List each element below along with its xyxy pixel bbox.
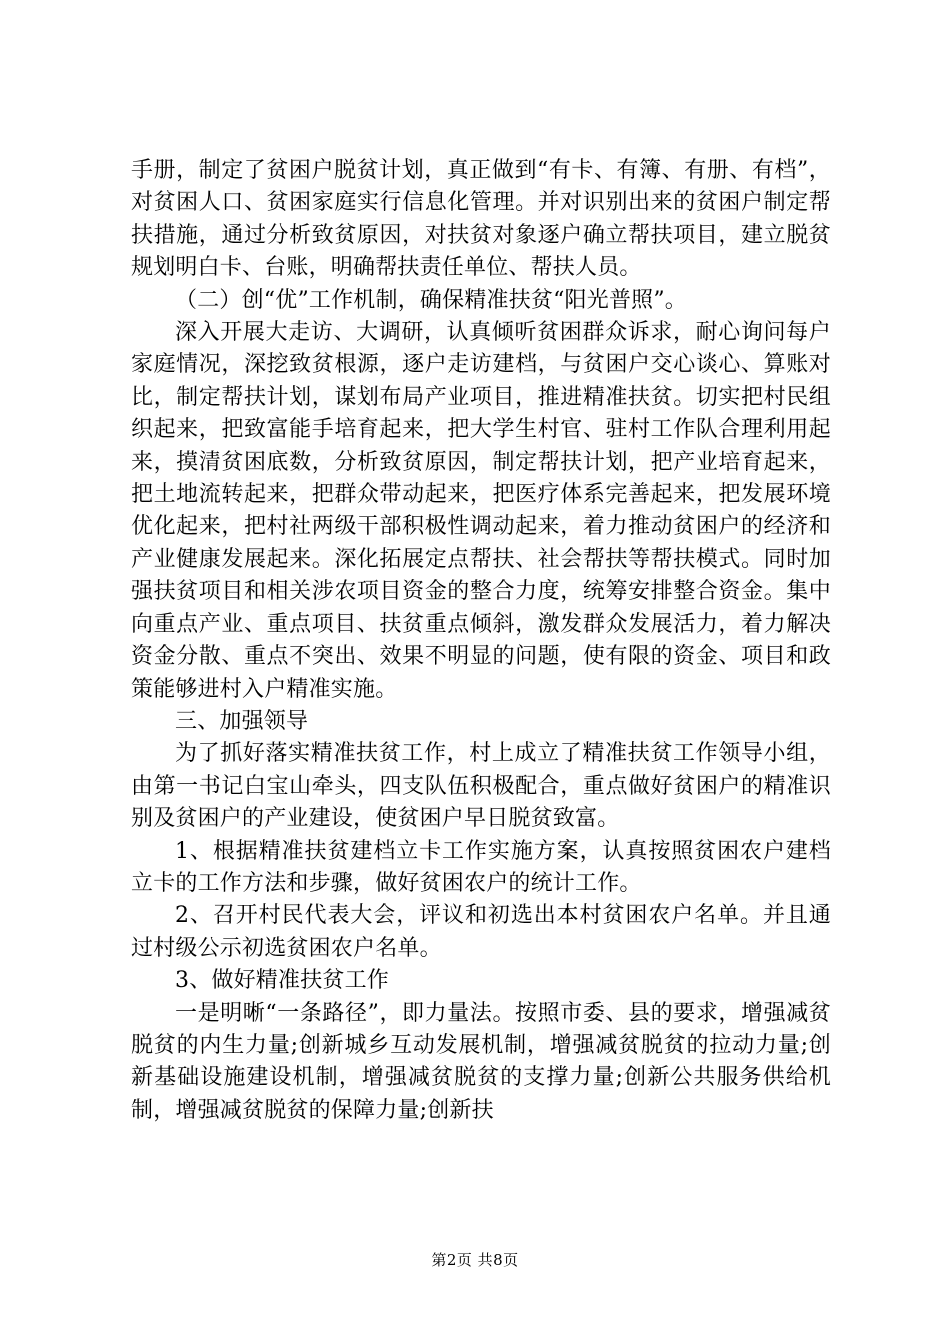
- document-body: [131, 155, 831, 1127]
- paragraph: 深入开展大走访、大调研，认真倾听贫困群众诉求，耐心询问每户家庭情况，深挖致贫根源，逐户走访建档，与贫困户交心谈心、算账对比，制定帮扶计划，谋划布局产业项目，推进精准扶贫。切实把村民组织起来，把致富能手培育起来，把大学生村官、驻村工作队合理利用起来，摸清贫困底数，分析致贫原因，制定帮扶计划，把产业培育起来，把土地流转起来，把群众带动起来，把医疗体系完善起来，把发展环境优化起来，把村社两级干部积极性调动起来，着力推动贫困户的经济和产业健康发展起来。深化拓展定点帮扶、社会帮扶等帮扶模式。同时加强扶贫项目和相关涉农项目资金的整合力度，统筹安排整合资金。集中向重点产业、重点项目、扶贫重点倾斜，激发群众发展活力，着力解决资金分散、重点不突出、效果不明显的问题，使有限的资金、项目和政策能够进村入户精准实施。: [131, 320, 831, 702]
- page-number-footer: 第2页 共8页: [431, 1251, 519, 1269]
- list-item-3: 3、做好精准扶贫工作: [175, 968, 389, 994]
- paragraph: 一是明晰“一条路径”，即力量法。按照市委、县的要求，增强减贫脱贫的内生力量;创新城乡互动发展机制，增强减贫脱贫的拉动力量;创新基础设施建设机制，增强减贫脱贫的支撑力量;创新公共服务供给机制，增强减贫脱贫的保障力量;创新扶: [131, 1000, 831, 1123]
- list-item-2: 2、召开村民代表大会，评议和初选出本村贫困农户名单。并且通过村级公示初选贫困农户名单。: [131, 903, 831, 961]
- paragraph: 为了抓好落实精准扶贫工作，村上成立了精准扶贫工作领导小组，由第一书记白宝山牵头，四支队伍积极配合，重点做好贫困户的精准识别及贫困户的产业建设，使贫困户早日脱贫致富。: [131, 741, 831, 832]
- list-item-1: 1、根据精准扶贫建档立卡工作实施方案，认真按照贫困农户建档立卡的工作方法和步骤，做好贫困农户的统计工作。: [131, 838, 831, 896]
- section-heading-3: 三、加强领导: [175, 708, 309, 734]
- paragraph-continuation: 手册，制定了贫困户脱贫计划，真正做到“有卡、有簿、有册、有档”，对贫困人口、贫困家庭实行信息化管理。并对识别出来的贫困户制定帮扶措施，通过分析致贫原因，对扶贫对象逐户确立帮扶项目，建立脱贫规划明白卡、台账，明确帮扶责任单位、帮扶人员。: [131, 158, 831, 281]
- section-heading-2: （二）创“优”工作机制，确保精准扶贫“阳光普照”。: [175, 287, 687, 313]
